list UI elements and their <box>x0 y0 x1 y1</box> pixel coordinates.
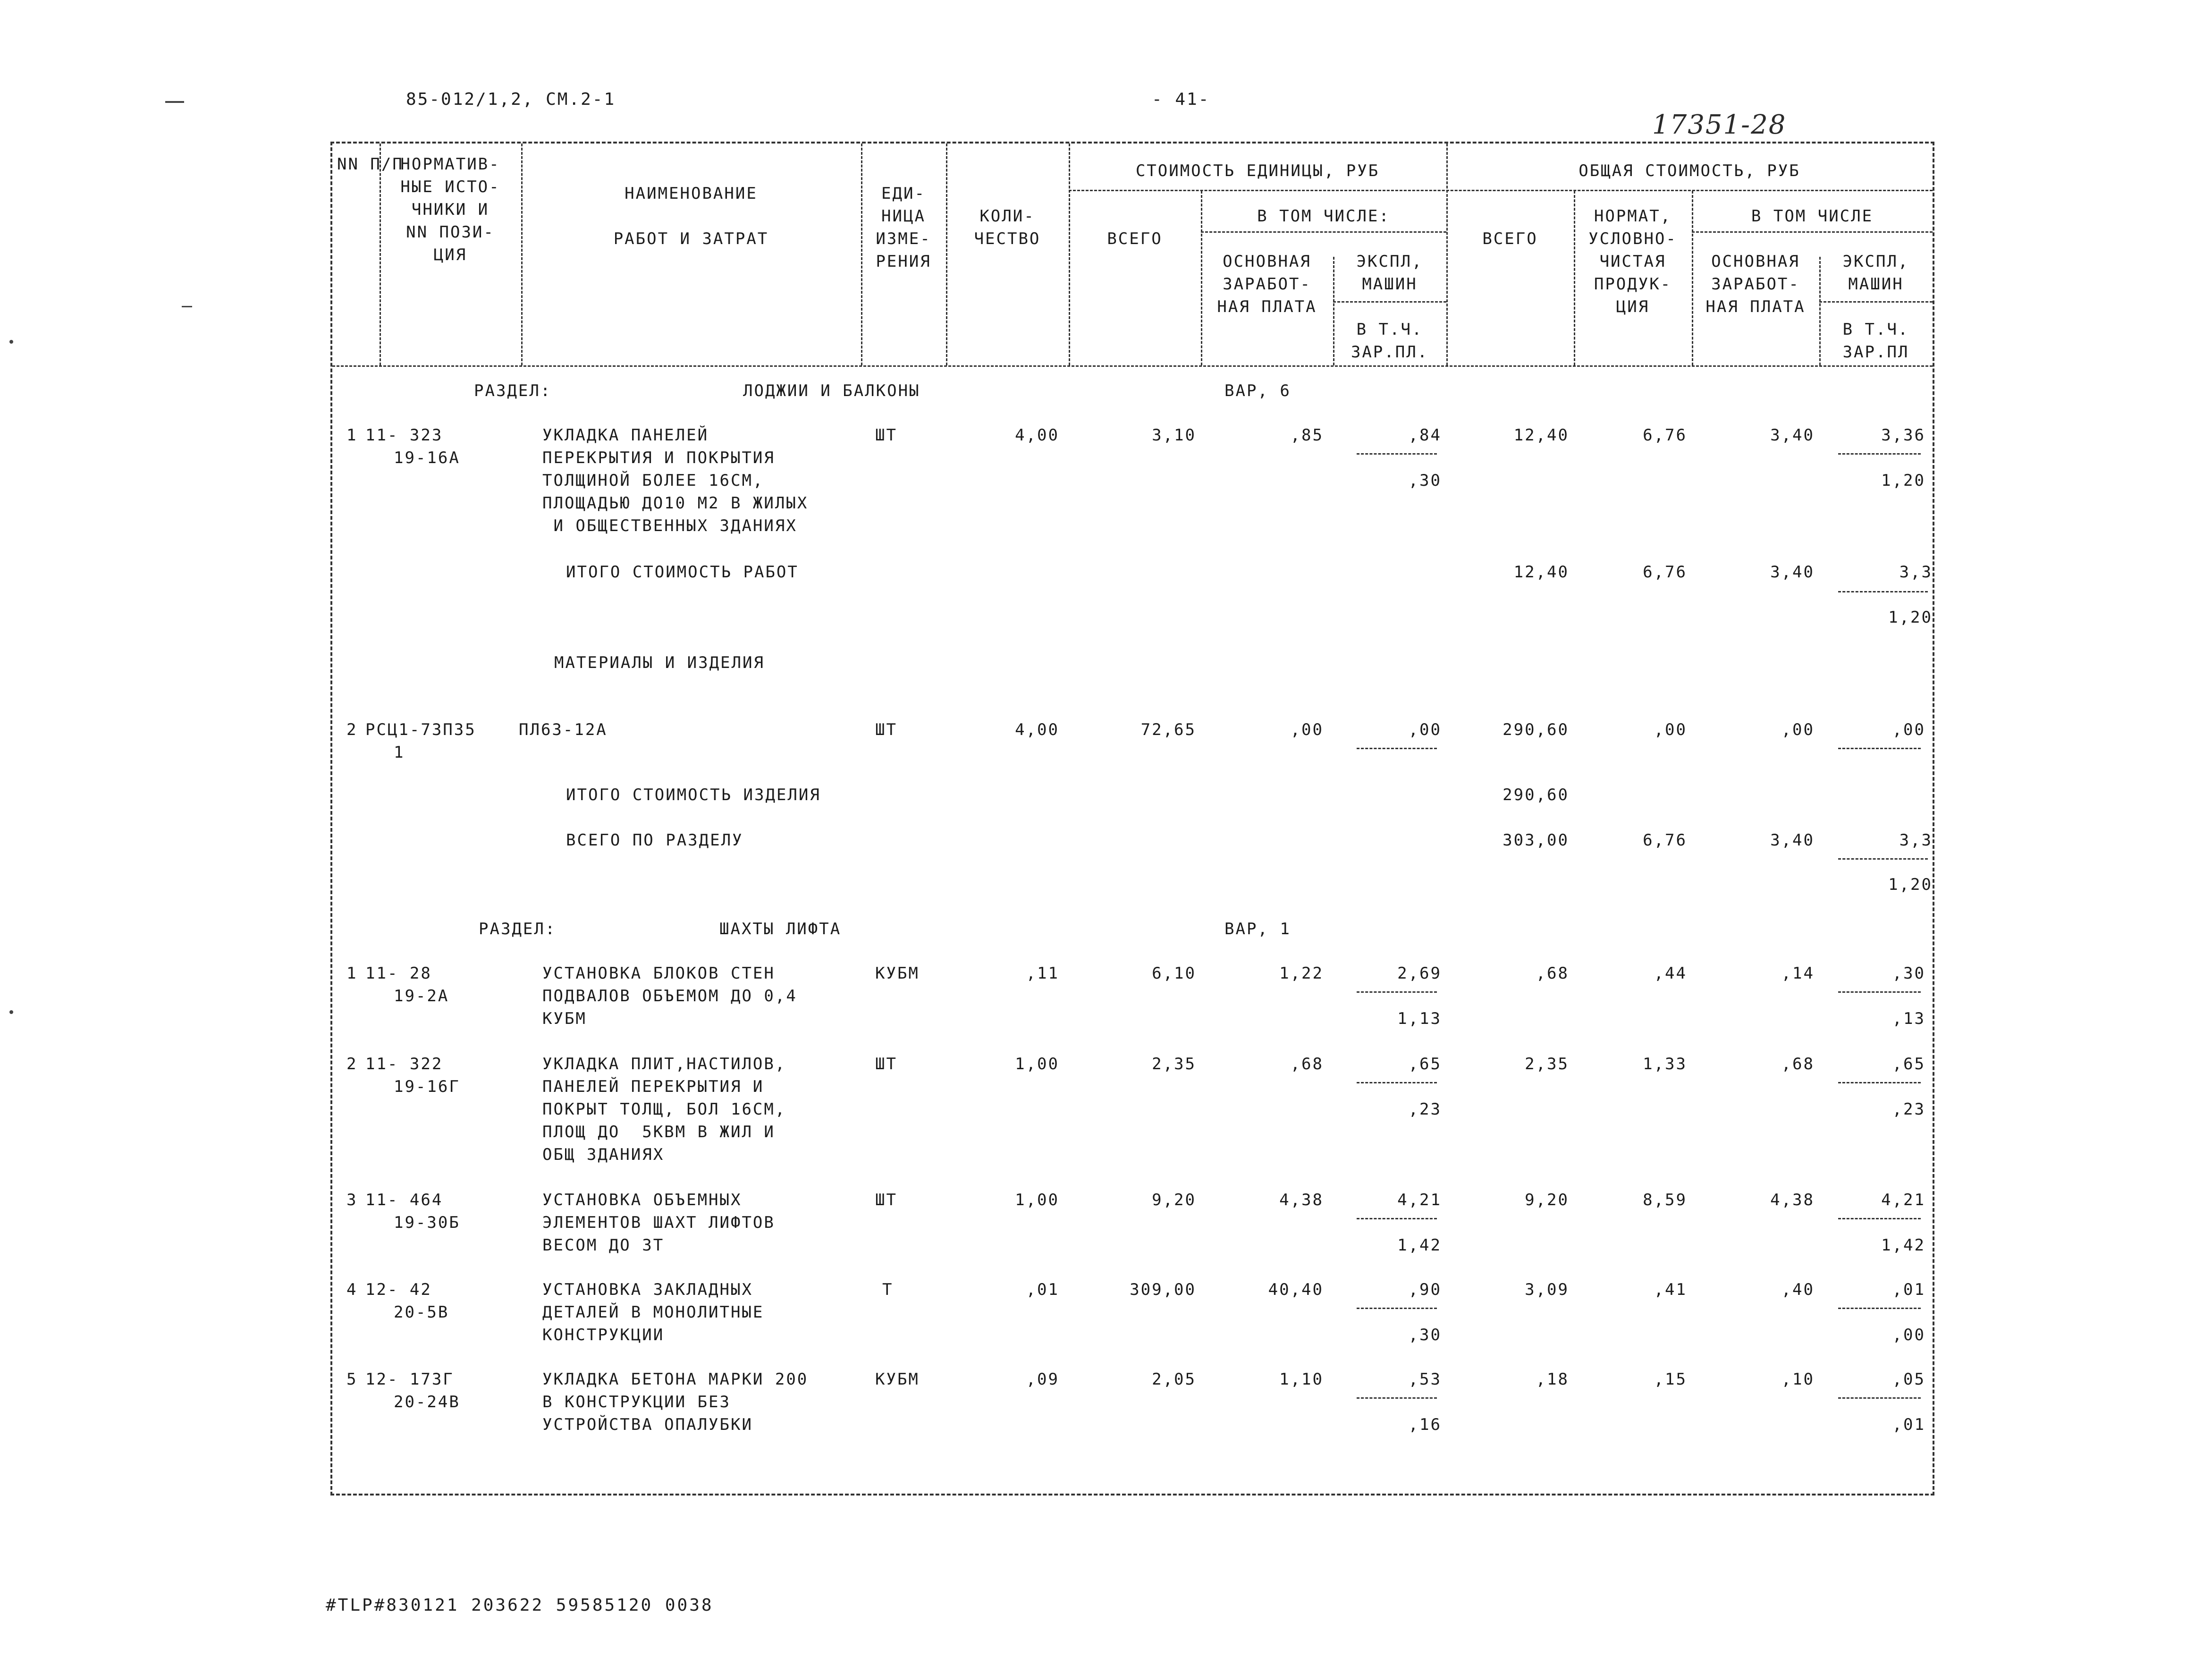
row-unit-all: 2,35 <box>1152 1055 1196 1073</box>
row-code2: 20-24В <box>394 1393 460 1411</box>
scan-mark <box>9 1010 13 1014</box>
row-unit-mach-wage: ,16 <box>1408 1415 1442 1434</box>
row-code2: 19-2А <box>394 987 449 1005</box>
col-norm-source-2: НЫЕ ИСТО- <box>400 177 500 196</box>
row-unit: КУБМ <box>875 1370 920 1389</box>
row-qty: 4,00 <box>1015 426 1059 445</box>
unit-incl: В ТОМ ЧИСЛЕ: <box>1257 207 1390 226</box>
row-total-all: ,18 <box>1536 1370 1569 1389</box>
materials-label: МАТЕРИАЛЫ И ИЗДЕЛИЯ <box>554 653 765 672</box>
row-code2: 20-5В <box>394 1303 449 1322</box>
scan-mark <box>9 340 13 344</box>
row-code: 11- 28 <box>365 964 432 983</box>
row-total-mach: ,01 <box>1892 1280 1925 1299</box>
row-sep <box>1357 1308 1437 1309</box>
section-total-wage: 3,40 <box>1770 831 1815 850</box>
row-qty: 1,00 <box>1015 1191 1059 1209</box>
row-total-wage: ,14 <box>1781 964 1815 983</box>
section-total-label: ВСЕГО ПО РАЗДЕЛУ <box>566 831 743 850</box>
unit-wage-1: ОСНОВНАЯ <box>1223 252 1311 271</box>
footer-code: #TLP#830121 203622 59585120 0038 <box>326 1596 714 1615</box>
row-total-wage: 3,40 <box>1770 426 1815 445</box>
row-total-mach-wage: 1,42 <box>1881 1236 1925 1255</box>
row-total-all: 290,60 <box>1503 720 1569 739</box>
total-wage-1: ОСНОВНАЯ <box>1711 252 1800 271</box>
row-total-mach: 4,21 <box>1881 1191 1925 1209</box>
unit-all: ВСЕГО <box>1107 229 1163 248</box>
total-norm-3: ЧИСТАЯ <box>1599 252 1666 271</box>
row-sep <box>1838 453 1921 455</box>
row-name: КУБМ <box>542 1009 587 1028</box>
section-total-all: 303,00 <box>1503 831 1569 850</box>
row-sep <box>1838 991 1921 993</box>
row-sep <box>1357 453 1437 455</box>
row-unit-all: 9,20 <box>1152 1191 1196 1209</box>
col-norm-source-5: ЦИЯ <box>433 245 467 264</box>
section-title: ЛОДЖИИ И БАЛКОНЫ <box>743 381 920 400</box>
col-divider <box>946 144 947 365</box>
row-name: ЭЛЕМЕНТОВ ШАХТ ЛИФТОВ <box>542 1213 775 1232</box>
row-total-norm: ,41 <box>1654 1280 1687 1299</box>
row-name: ОБЩ ЗДАНИЯХ <box>542 1145 665 1164</box>
section-label: РАЗДЕЛ: <box>474 381 552 400</box>
row-unit-wage: ,00 <box>1290 720 1324 739</box>
header-divider <box>1692 231 1933 233</box>
row-total-wage: ,68 <box>1781 1055 1815 1073</box>
row-unit-wage: 1,22 <box>1279 964 1324 983</box>
unit-mach-wage-2: ЗАР.ПЛ. <box>1351 343 1429 362</box>
total-norm-5: ЦИЯ <box>1616 297 1650 316</box>
row-total-all: 3,09 <box>1525 1280 1569 1299</box>
row-unit-mach-wage: ,30 <box>1408 471 1442 490</box>
unit-mach-1: ЭКСПЛ, <box>1356 252 1423 271</box>
unit-wage-2: ЗАРАБОТ- <box>1223 275 1311 294</box>
row-code: 11- 322 <box>365 1055 443 1073</box>
row-total-mach-wage: ,01 <box>1892 1415 1925 1434</box>
header-divider <box>1819 301 1933 303</box>
row-total-norm: ,15 <box>1654 1370 1687 1389</box>
works-total-wage: 3,40 <box>1770 563 1815 582</box>
row-qty: ,11 <box>1026 964 1059 983</box>
scan-mark <box>182 306 192 307</box>
row-total-all: 9,20 <box>1525 1191 1569 1209</box>
row-total-mach: ,00 <box>1892 720 1925 739</box>
row-total-norm: 1,33 <box>1643 1055 1687 1073</box>
row-total-norm: ,00 <box>1654 720 1687 739</box>
row-sep <box>1357 1082 1437 1083</box>
row-total-wage: ,40 <box>1781 1280 1815 1299</box>
row-no: 1 <box>346 964 358 983</box>
row-unit-all: 2,05 <box>1152 1370 1196 1389</box>
row-unit-all: 6,10 <box>1152 964 1196 983</box>
products-total-label: ИТОГО СТОИМОСТЬ ИЗДЕЛИЯ <box>566 786 821 804</box>
row-unit-mach: ,65 <box>1408 1055 1442 1073</box>
col-norm-source-1: НОРМАТИВ- <box>400 155 500 174</box>
col-name-1: НАИМЕНОВАНИЕ <box>625 184 758 203</box>
row-sep <box>1838 1218 1921 1219</box>
row-code2: 19-30Б <box>394 1213 460 1232</box>
row-name: В КОНСТРУКЦИИ БЕЗ <box>542 1393 731 1411</box>
row-total-mach-wage: ,13 <box>1892 1009 1925 1028</box>
row-total-all: 12,40 <box>1513 426 1569 445</box>
row-name: УСТАНОВКА БЛОКОВ СТЕН <box>542 964 775 983</box>
section-total-mach-wage: 1,20 <box>1888 875 1933 894</box>
row-unit-mach-wage: 1,42 <box>1397 1236 1442 1255</box>
row-unit-wage: 4,38 <box>1279 1191 1324 1209</box>
row-unit-wage: 40,40 <box>1268 1280 1324 1299</box>
total-norm-4: ПРОДУК- <box>1594 275 1672 294</box>
row-sep <box>1838 748 1921 749</box>
row-no: 2 <box>346 1055 358 1073</box>
row-name: УКЛАДКА ПЛИТ,НАСТИЛОВ, <box>542 1055 786 1073</box>
row-unit-mach: 4,21 <box>1397 1191 1442 1209</box>
row-sep <box>1838 1308 1921 1309</box>
row-sep <box>1838 1397 1921 1399</box>
section-variant: ВАР, 1 <box>1224 920 1291 938</box>
works-total-norm: 6,76 <box>1643 563 1687 582</box>
row-code: 12- 42 <box>365 1280 432 1299</box>
row-total-norm: ,44 <box>1654 964 1687 983</box>
row-name: ПЛОЩАДЬЮ ДО10 М2 В ЖИЛЫХ <box>542 494 809 513</box>
row-name: УСТРОЙСТВА ОПАЛУБКИ <box>542 1415 753 1434</box>
row-total-norm: 6,76 <box>1643 426 1687 445</box>
row-unit-mach-wage: 1,13 <box>1397 1009 1442 1028</box>
header-bottom-divider <box>332 365 1933 367</box>
works-total-mach: 3,3 <box>1899 563 1933 582</box>
row-total-mach: 3,36 <box>1881 426 1925 445</box>
row-sep <box>1838 591 1928 592</box>
total-norm-1: НОРМАТ, <box>1594 207 1672 226</box>
row-no: 4 <box>346 1280 358 1299</box>
row-name: ПОКРЫТ ТОЛЩ, БОЛ 16СМ, <box>542 1100 786 1119</box>
row-unit: КУБМ <box>875 964 920 983</box>
col-unit-4: РЕНИЯ <box>876 252 931 271</box>
row-unit: ШТ <box>875 1055 897 1073</box>
section-title: ШАХТЫ ЛИФТА <box>719 920 842 938</box>
total-norm-2: УСЛОВНО- <box>1588 229 1677 248</box>
row-name: И ОБЩЕСТВЕННЫХ ЗДАНИЯХ <box>542 516 797 535</box>
section-label: РАЗДЕЛ: <box>479 920 557 938</box>
row-name: ПАНЕЛЕЙ ПЕРЕКРЫТИЯ И <box>542 1077 764 1096</box>
row-total-mach-wage: 1,20 <box>1881 471 1925 490</box>
row-name: ПОДВАЛОВ ОБЪЕМОМ ДО 0,4 <box>542 987 797 1005</box>
col-unit-1: ЕДИ- <box>881 184 926 203</box>
total-mach-2: МАШИН <box>1848 275 1904 294</box>
header-divider <box>1069 190 1933 191</box>
row-unit: ШТ <box>875 426 897 445</box>
row-unit-mach: 2,69 <box>1397 964 1442 983</box>
col-divider <box>521 144 523 365</box>
section-variant: ВАР, 6 <box>1224 381 1291 400</box>
estimate-table <box>330 142 1934 1495</box>
row-code2: 1 <box>394 743 405 762</box>
works-total-mach-wage: 1,20 <box>1888 608 1933 627</box>
works-total-all: 12,40 <box>1513 563 1569 582</box>
row-unit-wage: ,85 <box>1290 426 1324 445</box>
row-total-mach-wage: ,00 <box>1892 1326 1925 1344</box>
row-sep <box>1357 991 1437 993</box>
total-mach-wage-2: ЗАР.ПЛ <box>1842 343 1909 362</box>
row-unit-mach: ,53 <box>1408 1370 1442 1389</box>
total-wage-2: ЗАРАБОТ- <box>1711 275 1800 294</box>
row-name: КОНСТРУКЦИИ <box>542 1326 665 1344</box>
row-code2: 19-16А <box>394 448 460 467</box>
row-code: 11- 464 <box>365 1191 443 1209</box>
row-total-norm: 8,59 <box>1643 1191 1687 1209</box>
row-name: УКЛАДКА ПАНЕЛЕЙ <box>542 426 709 445</box>
row-total-mach-wage: ,23 <box>1892 1100 1925 1119</box>
row-unit-mach: ,90 <box>1408 1280 1442 1299</box>
col-norm-source-3: ЧНИКИ И <box>411 200 490 219</box>
row-no: 3 <box>346 1191 358 1209</box>
row-code: 11- 323 <box>365 426 443 445</box>
row-unit-mach-wage: ,30 <box>1408 1326 1442 1344</box>
col-qty-1: КОЛИ- <box>979 207 1035 226</box>
handwritten-number: 17351-28 <box>1652 110 1787 140</box>
total-all: ВСЕГО <box>1482 229 1538 248</box>
row-unit: ШТ <box>875 1191 897 1209</box>
row-unit-all: 309,00 <box>1130 1280 1196 1299</box>
row-sep <box>1357 1397 1437 1399</box>
products-total-all: 290,60 <box>1503 786 1569 804</box>
section-total-norm: 6,76 <box>1643 831 1687 850</box>
col-qty-2: ЧЕСТВО <box>974 229 1041 248</box>
row-sep <box>1838 858 1928 860</box>
row-total-mach: ,05 <box>1892 1370 1925 1389</box>
row-unit-all: 72,65 <box>1140 720 1196 739</box>
row-name: УСТАНОВКА ЗАКЛАДНЫХ <box>542 1280 753 1299</box>
row-unit-mach: ,00 <box>1408 720 1442 739</box>
page-number: - 41- <box>1152 90 1210 109</box>
row-no: 5 <box>346 1370 358 1389</box>
row-total-all: ,68 <box>1536 964 1569 983</box>
row-sep <box>1838 1082 1921 1083</box>
total-cost-group: ОБЩАЯ СТОИМОСТЬ, РУБ <box>1579 161 1800 180</box>
header-divider <box>1333 301 1446 303</box>
row-unit: Т <box>882 1280 894 1299</box>
col-nn: NN П/П <box>337 155 404 174</box>
header-divider <box>1201 231 1446 233</box>
row-name: УСТАНОВКА ОБЪЕМНЫХ <box>542 1191 742 1209</box>
unit-cost-group: СТОИМОСТЬ ЕДИНИЦЫ, РУБ <box>1135 161 1380 180</box>
row-name: ПЕРЕКРЫТИЯ И ПОКРЫТИЯ <box>542 448 775 467</box>
section-total-mach: 3,3 <box>1899 831 1933 850</box>
col-norm-source-4: NN ПОЗИ- <box>406 223 495 242</box>
col-unit-2: НИЦА <box>881 207 926 226</box>
row-unit: ШТ <box>875 720 897 739</box>
works-total-label: ИТОГО СТОИМОСТЬ РАБОТ <box>566 563 799 582</box>
row-total-wage: ,10 <box>1781 1370 1815 1389</box>
row-unit-wage: ,68 <box>1290 1055 1324 1073</box>
unit-wage-3: НАЯ ПЛАТА <box>1217 297 1317 316</box>
row-qty: ,01 <box>1026 1280 1059 1299</box>
row-total-mach: ,30 <box>1892 964 1925 983</box>
row-qty: 4,00 <box>1015 720 1059 739</box>
total-wage-3: НАЯ ПЛАТА <box>1705 297 1806 316</box>
row-qty: 1,00 <box>1015 1055 1059 1073</box>
total-incl: В ТОМ ЧИСЛЕ <box>1751 207 1874 226</box>
col-unit-3: ИЗМЕ- <box>876 229 931 248</box>
total-mach-wage-1: В Т.Ч. <box>1842 320 1909 339</box>
row-total-wage: 4,38 <box>1770 1191 1815 1209</box>
row-total-wage: ,00 <box>1781 720 1815 739</box>
row-name: ТОЛЩИНОЙ БОЛЕЕ 16СМ, <box>542 471 764 490</box>
row-unit-mach-wage: ,23 <box>1408 1100 1442 1119</box>
total-mach-1: ЭКСПЛ, <box>1842 252 1909 271</box>
row-unit-wage: 1,10 <box>1279 1370 1324 1389</box>
row-sep <box>1357 748 1437 749</box>
row-total-mach: ,65 <box>1892 1055 1925 1073</box>
row-unit-all: 3,10 <box>1152 426 1196 445</box>
row-code: 12- 173Г <box>365 1370 454 1389</box>
row-total-all: 2,35 <box>1525 1055 1569 1073</box>
col-name-2: РАБОТ И ЗАТРАТ <box>613 229 769 248</box>
row-code2: 19-16Г <box>394 1077 460 1096</box>
sheet-code: 85-012/1,2, СМ.2-1 <box>406 90 616 109</box>
unit-mach-wage-1: В Т.Ч. <box>1356 320 1423 339</box>
row-unit-mach: ,84 <box>1408 426 1442 445</box>
row-qty: ,09 <box>1026 1370 1059 1389</box>
row-no: 1 <box>346 426 358 445</box>
row-code: РСЦ1-73П35 <box>365 720 476 739</box>
row-name: ДЕТАЛЕЙ В МОНОЛИТНЫЕ <box>542 1303 764 1322</box>
row-name: УКЛАДКА БЕТОНА МАРКИ 200 <box>542 1370 809 1389</box>
row-name: ПЛОЩ ДО 5КВМ В ЖИЛ И <box>542 1123 775 1141</box>
row-no: 2 <box>346 720 358 739</box>
row-name: ПЛ63-12А <box>519 720 608 739</box>
scan-mark <box>165 101 184 103</box>
unit-mach-2: МАШИН <box>1362 275 1418 294</box>
row-sep <box>1357 1218 1437 1219</box>
row-name: ВЕСОМ ДО 3Т <box>542 1236 665 1255</box>
